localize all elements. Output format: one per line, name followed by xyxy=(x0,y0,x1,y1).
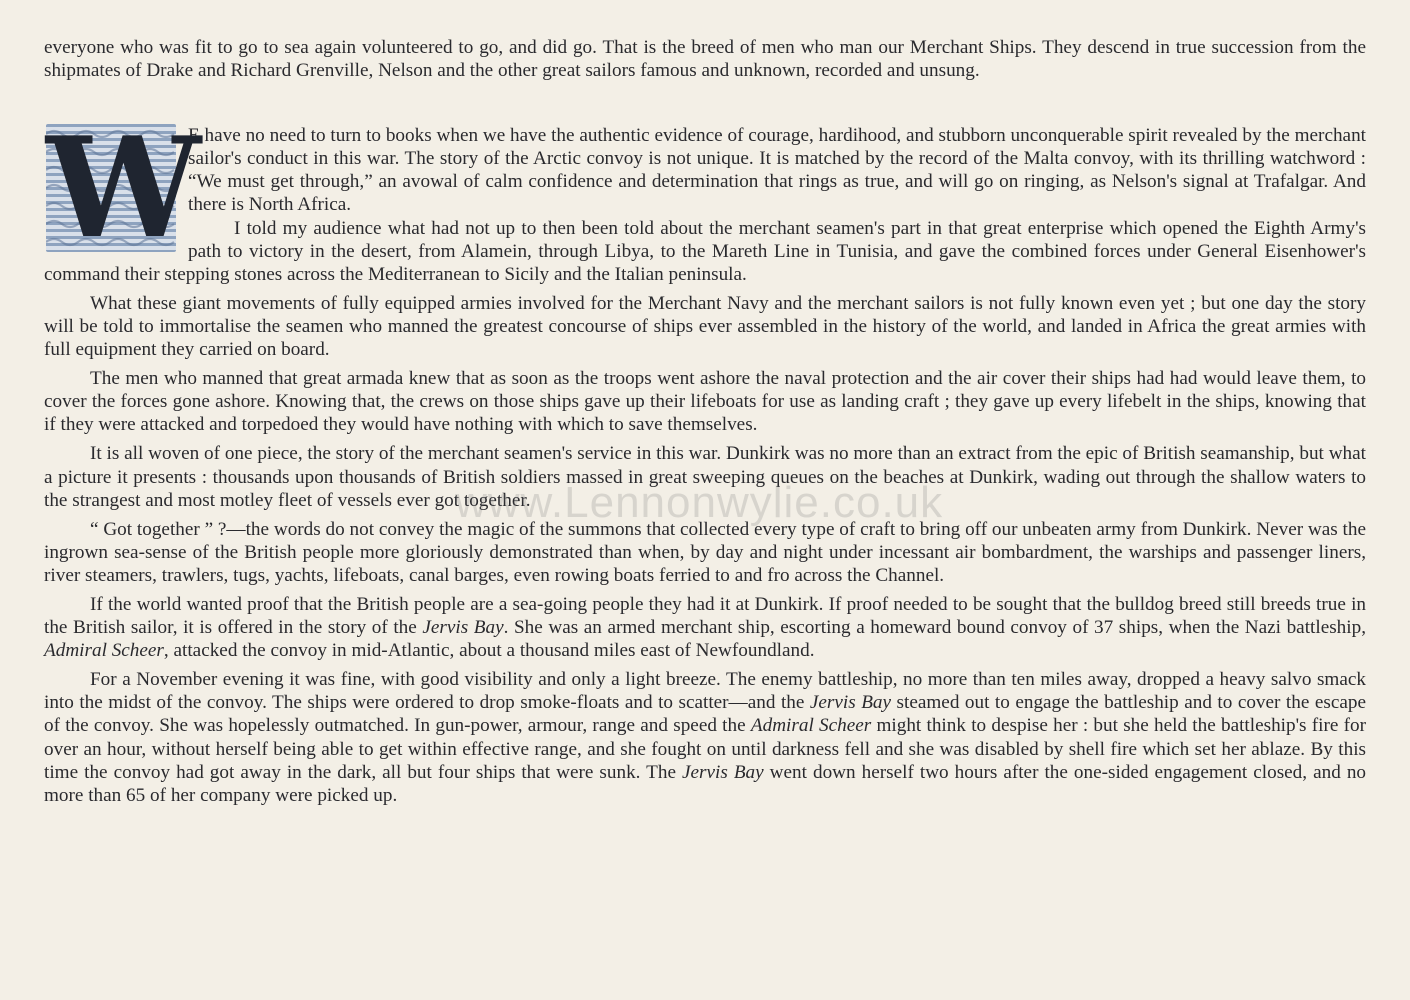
ship-name: Jervis Bay xyxy=(422,617,504,639)
text-run: , attacked the convoy in mid-Atlantic, about a thousand miles east of Newfoundland. xyxy=(163,640,815,662)
paragraph-giant-movements: What these giant movements of fully equipped armies involved for the Merchant Navy and the merchant sailors is not fully known even yet ; but one day the story will be told to immortalise the seamen who manned the greatest concourse of ships ever assembled in the history of the world, and landed in Africa the great armies with full equipment they carried on board. xyxy=(44,292,1366,361)
paragraph-november-evening xyxy=(44,668,1366,807)
text-run: went down herself two hours after the one-sided engagement closed, and no more than 65 of her company were picked up. xyxy=(44,761,1367,806)
paragraph-we-have-no-need: E have no need to turn to books when we have the authentic evidence of courage, hardihood, and stubborn unconquerable spirit revealed by the merchant sailor's conduct in this war. The story of the Arctic convoy is not unique. It is matched by the record of the Malta convoy, with its thrilling watchword : “We must get through,” an avowal of calm confidence and determination that rings as true, and will go on ringing, as Nelson's signal at Trafalgar. And there is North Africa. xyxy=(188,125,1366,216)
dropcap-letter: W xyxy=(46,106,201,270)
ship-name: Admiral Scheer xyxy=(44,640,164,662)
ship-name: Jervis Bay xyxy=(809,692,892,714)
paragraph-great-armada: The men who manned that great armada knew that as soon as the troops went ashore the naval protection and the air cover their ships had had would leave them, to cover the forces gone ashore. Knowing that, the crews on those ships gave up their lifeboats for use as landing craft ; they gave up every lifebelt in the ships, knowing that if they were attacked and torpedoed they would have nothing with which to save themselves. xyxy=(44,368,1366,436)
text-run: might think to despise her : but she held the battleship's fire for over an hour, without herself being able to get within effective range, and she fought on until darkness fell and she was disabled by shell fire which set her ablaze. By this time the convoy had got away in the dark, all but four ships that were sunk. The xyxy=(44,715,1367,783)
section-gap xyxy=(44,82,1366,124)
paragraph-got-together: “ Got together ” ?—the words do not convey the magic of the summons that collected every type of craft to bring off our unbeaten army from Dunkirk. Never was the ingrown sea-sense of the British people more gloriously demonstrated than when, by day and night under incessant air bombardment, the warships and passenger liners, river steamers, trawlers, tugs, yachts, lifeboats, canal barges, even rowing boats ferried to and fro across the Channel. xyxy=(44,518,1366,586)
document-page xyxy=(44,36,1366,807)
paragraph-woven: It is all woven of one piece, the story of the merchant seamen's service in this war. Dunkirk was no more than an extract from the epic of British seamanship, but what a picture it presents : thousands upon thousands of British soldiers massed in great sweeping queues on the beaches at Dunkirk, wading out through the shallow waters to the strangest and most motley fleet of vessels ever got together. xyxy=(44,443,1366,511)
section-body xyxy=(44,106,1366,286)
text-run: For a November evening it was fine, with good visibility and only a light breeze. The enemy battleship, no more than ten miles away, dropped a heavy salvo smack into the midst of the convoy. The ships were ordered to drop smoke-floats and to scatter—and the xyxy=(44,669,1366,714)
text-run: steamed out to engage the battleship and to cover the escape of the convoy. She was hopelessly outmatched. In gun-power, armour, range and speed the xyxy=(44,692,1366,737)
paragraph-dunkirk-proof xyxy=(44,593,1366,662)
ship-name: Admiral Scheer xyxy=(750,715,872,737)
text-run: . She was an armed merchant ship, escorting a homeward bound convoy of 37 ships, when the Nazi battleship, xyxy=(503,617,1366,639)
dropcap-ornament xyxy=(46,106,201,270)
paragraph-i-told: I told my audience what had not up to then been told about the merchant seamen's part in that great enterprise which opened the Eighth Army's path to victory in the desert, from Alamein, through Libya, to the Mareth Line in Tunisia, and gave the combined forces under General Eisenhower's command their stepping stones across the Mediterranean to Sicily and the Italian peninsula. xyxy=(44,217,1366,285)
watermark: www.Lennonwylie.co.uk xyxy=(455,478,944,527)
ship-name: Jervis Bay xyxy=(681,761,764,783)
paragraph-opening: everyone who was fit to go to sea again volunteered to go, and did go. That is the breed of men who man our Merchant Ships. They descend in true succession from the shipmates of Drake and Richard Grenville, Nelson and the other great sailors famous and unknown, recorded and unsung. xyxy=(44,37,1366,82)
text-run: If the world wanted proof that the British people are a sea-going people they had it at Dunkirk. If proof needed to be sought that the bulldog breed still breeds true in the British sailor, it is offered in the story of the xyxy=(44,593,1366,639)
